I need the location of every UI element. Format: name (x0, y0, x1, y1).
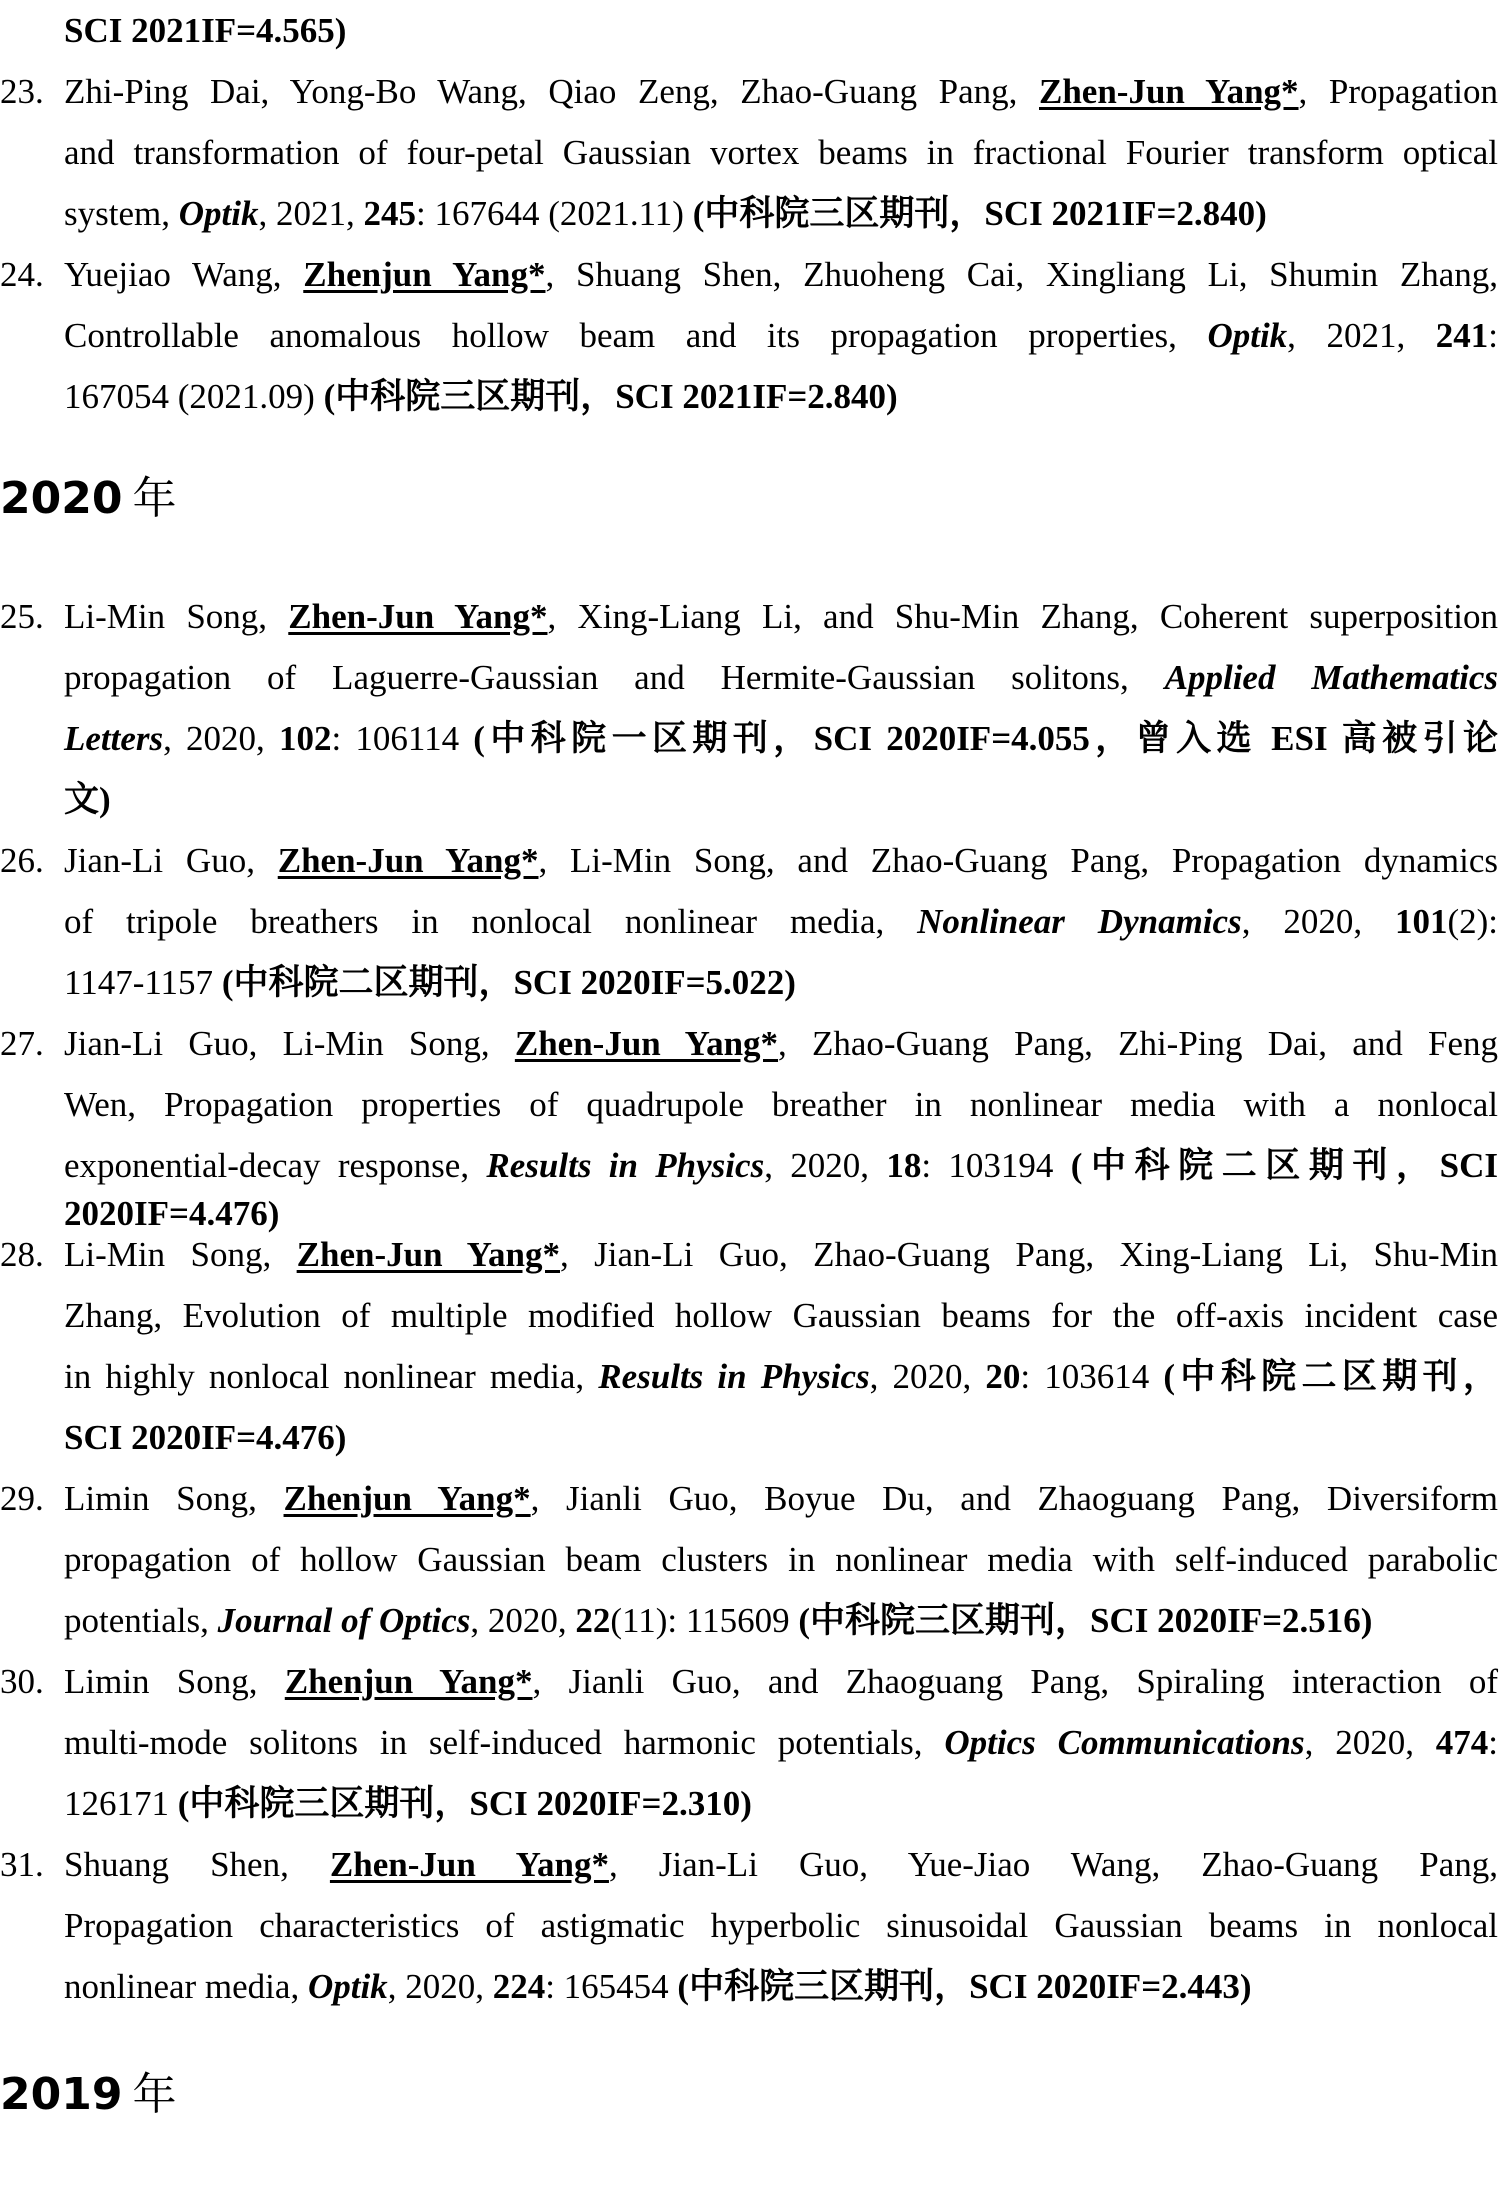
author-highlight: Zhen-Jun Yang* (1039, 72, 1299, 111)
text-segment: propagation of hollow Gaussian beam clusters in nonlinear media with self-induced parabolic (64, 1540, 1498, 1579)
impact-note: (中科院三区期刊，SCI 2021IF=2.840) (323, 377, 898, 416)
ref-line (64, 952, 1498, 1013)
text-segment: , Propagation (1298, 72, 1498, 111)
ref-number: 27. (0, 1024, 44, 1063)
text-segment: : 106114 (331, 719, 474, 758)
ref-line (64, 1346, 1498, 1407)
text-segment: 1147-1157 (64, 963, 222, 1002)
text-segment: , 2020, (387, 1967, 493, 2006)
journal-name: Nonlinear Dynamics (917, 902, 1242, 941)
journal-name: Results in Physics (598, 1357, 870, 1396)
ref-number: 23. (0, 72, 44, 111)
text-segment: , Jian-Li Guo, Yue-Jiao Wang, Zhao-Guang Pang, (608, 1845, 1498, 1884)
volume: 22 (575, 1601, 611, 1640)
journal-name: Letters (64, 719, 164, 758)
volume: 101 (1394, 902, 1448, 941)
text-segment: 2019 (0, 2069, 123, 2120)
impact-note: (中科院三区期刊，SCI 2020IF=2.443) (677, 1967, 1252, 2006)
author-highlight: Zhen-Jun Yang* (329, 1845, 609, 1884)
ref-number: 26. (0, 841, 44, 880)
text-segment: , Shuang Shen, Zhuoheng Cai, Xingliang Li, Shumin Zhang, (545, 255, 1498, 294)
volume: 18 (886, 1146, 922, 1185)
impact-note: (中科院二区期刊，SCI (1070, 1146, 1498, 1185)
author-highlight: Zhenjun Yang* (284, 1662, 533, 1701)
text-segment: Jian-Li Guo, (64, 841, 278, 880)
text-segment: Zhi-Ping Dai, Yong-Bo Wang, Qiao Zeng, Zhao-Guang Pang, (64, 72, 1039, 111)
text-segment: exponential-decay response, (64, 1146, 487, 1185)
text-segment: : 165454 (545, 1967, 678, 2006)
text-segment: in highly nonlocal nonlinear media, (64, 1357, 599, 1396)
text-segment: Yuejiao Wang, (64, 255, 304, 294)
text-segment: system, (64, 194, 179, 233)
text-segment: , Jianli Guo, and Zhaoguang Pang, Spiraling interaction of (532, 1662, 1498, 1701)
text-segment: Li-Min Song, (64, 597, 289, 636)
text-segment: multi-mode solitons in self-induced harmonic potentials, (64, 1723, 945, 1762)
text-segment: 年 (132, 2069, 177, 2120)
journal-name: Optics Communications (944, 1723, 1305, 1762)
text-segment: Limin Song, (64, 1662, 285, 1701)
author-highlight: Zhen-Jun Yang* (288, 597, 548, 636)
text-segment: , Zhao-Guang Pang, Zhi-Ping Dai, and Feng (778, 1024, 1498, 1063)
impact-note: (中科院三区期刊，SCI 2020IF=2.310) (177, 1784, 752, 1823)
text-segment: , 2020, (1304, 1723, 1436, 1762)
text-segment: SCI 2020IF=4.476) (64, 1418, 347, 1457)
ref-line (64, 366, 1498, 427)
ref-line (64, 1895, 1498, 1956)
impact-note: (中科院三区期刊，SCI 2021IF=2.840) (692, 194, 1267, 233)
journal-name: Journal of Optics (217, 1601, 471, 1640)
volume: 245 (363, 194, 416, 233)
author-highlight: Zhen-Jun Yang* (277, 841, 539, 880)
ref-line (64, 708, 1498, 769)
ref-line (64, 1224, 1498, 1285)
text-segment: : 103194 (921, 1146, 1071, 1185)
continued-text (64, 0, 1500, 61)
text-segment: (2): (1447, 902, 1498, 941)
text-segment: , 2021, (258, 194, 364, 233)
ref-line (64, 1956, 1498, 2017)
ref-line (64, 1285, 1498, 1346)
author-highlight: Zhenjun Yang* (283, 1479, 531, 1518)
impact-note: (中科院三区期刊，SCI 2020IF=2.516) (798, 1601, 1373, 1640)
ref-line (64, 61, 1498, 122)
ref-line (64, 1773, 1498, 1834)
text-segment: Propagation characteristics of astigmatic hyperbolic sinusoidal Gaussian beams in nonlocal (64, 1906, 1498, 1945)
text-segment: Jian-Li Guo, Li-Min Song, (64, 1024, 515, 1063)
text-segment: , Li-Min Song, and Zhao-Guang Pang, Propagation dynamics (538, 841, 1498, 880)
impact-note: (中科院一区期刊，SCI 2020IF=4.055，曾入选 ESI 高被引论 (473, 719, 1498, 758)
ref-line (64, 1407, 1498, 1468)
text-segment: , 2020, (470, 1601, 576, 1640)
ref-number: 29. (0, 1479, 44, 1518)
journal-name: Optik (1207, 316, 1288, 355)
text-segment: and transformation of four-petal Gaussian vortex beams in fractional Fourier transform optical (64, 133, 1498, 172)
text-segment: , Jian-Li Guo, Zhao-Guang Pang, Xing-Liang Li, Shu-Min (560, 1235, 1499, 1274)
journal-name: Results in Physics (486, 1146, 765, 1185)
author-highlight: Zhen-Jun Yang* (296, 1235, 561, 1274)
text-segment: nonlinear media, (64, 1967, 308, 2006)
text-segment: : (1488, 316, 1498, 355)
text-segment: propagation of Laguerre-Gaussian and Hermite-Gaussian solitons, (64, 658, 1165, 697)
text-segment: 文) (64, 780, 111, 819)
impact-note: (中科院二区期刊， (1163, 1357, 1499, 1396)
text-segment: , 2021, (1287, 316, 1436, 355)
ref-line (64, 830, 1498, 891)
impact-note: (中科院二区期刊，SCI 2020IF=5.022) (221, 963, 796, 1002)
author-highlight: Zhenjun Yang* (303, 255, 546, 294)
ref-number: 30. (0, 1662, 44, 1701)
ref-line (64, 183, 1498, 244)
text-segment: Zhang, Evolution of multiple modified hollow Gaussian beams for the off-axis incident case (64, 1296, 1498, 1335)
text-segment: : 167644 (2021.11) (415, 194, 693, 233)
journal-name: Optik (307, 1967, 388, 2006)
text-segment: Shuang Shen, (64, 1845, 330, 1884)
ref-number: 28. (0, 1235, 44, 1274)
ref-line (64, 1013, 1498, 1074)
ref-line (64, 586, 1498, 647)
text-segment: : 103614 (1020, 1357, 1164, 1396)
volume: 241 (1435, 316, 1489, 355)
text-segment: (11): 115609 (610, 1601, 799, 1640)
year-heading (0, 2064, 176, 2125)
text-segment: , Xing-Liang Li, and Shu-Min Zhang, Coherent superposition (547, 597, 1498, 636)
year-heading (0, 468, 176, 529)
text-segment: Wen, Propagation properties of quadrupole breather in nonlinear media with a nonlocal (64, 1085, 1498, 1124)
text-segment: 167054 (2021.09) (64, 377, 324, 416)
ref-number: 25. (0, 597, 44, 636)
author-highlight: Zhen-Jun Yang* (514, 1024, 779, 1063)
text-segment: Li-Min Song, (64, 1235, 297, 1274)
ref-line (64, 1074, 1498, 1135)
ref-line (64, 1651, 1498, 1712)
text-segment: , 2020, (869, 1357, 986, 1396)
journal-name: Optik (178, 194, 259, 233)
ref-number: 31. (0, 1845, 44, 1884)
ref-line (64, 1712, 1498, 1773)
text-segment: , 2020, (764, 1146, 887, 1185)
text-segment: 年 (132, 473, 177, 524)
text-segment: 2020 (0, 473, 123, 524)
ref-line (64, 769, 1498, 830)
ref-number: 24. (0, 255, 44, 294)
volume: 224 (492, 1967, 546, 2006)
text-segment: , 2020, (163, 719, 279, 758)
ref-line (64, 891, 1498, 952)
volume: 20 (985, 1357, 1021, 1396)
volume: 474 (1435, 1723, 1489, 1762)
ref-line (64, 1529, 1498, 1590)
ref-line (64, 1468, 1498, 1529)
text-segment: , 2020, (1241, 902, 1395, 941)
volume: 102 (278, 719, 332, 758)
ref-line (64, 1834, 1498, 1895)
text-segment: of tripole breathers in nonlocal nonlinear media, (64, 902, 918, 941)
ref-line (64, 244, 1498, 305)
text-segment: potentials, (64, 1601, 218, 1640)
text-segment: 2020IF=4.476) (64, 1194, 280, 1233)
ref-line (64, 122, 1498, 183)
impact-note: SCI 2021IF=4.565) (64, 11, 347, 50)
text-segment: , Jianli Guo, Boyue Du, and Zhaoguang Pang, Diversiform (530, 1479, 1498, 1518)
journal-name: Applied Mathematics (1164, 658, 1498, 697)
ref-line (64, 305, 1498, 366)
text-segment: : (1488, 1723, 1499, 1762)
ref-line (64, 1590, 1498, 1651)
ref-line (64, 647, 1498, 708)
text-segment: 126171 (64, 1784, 178, 1823)
text-segment: Controllable anomalous hollow beam and its propagation properties, (64, 316, 1208, 355)
text-segment: Limin Song, (64, 1479, 284, 1518)
